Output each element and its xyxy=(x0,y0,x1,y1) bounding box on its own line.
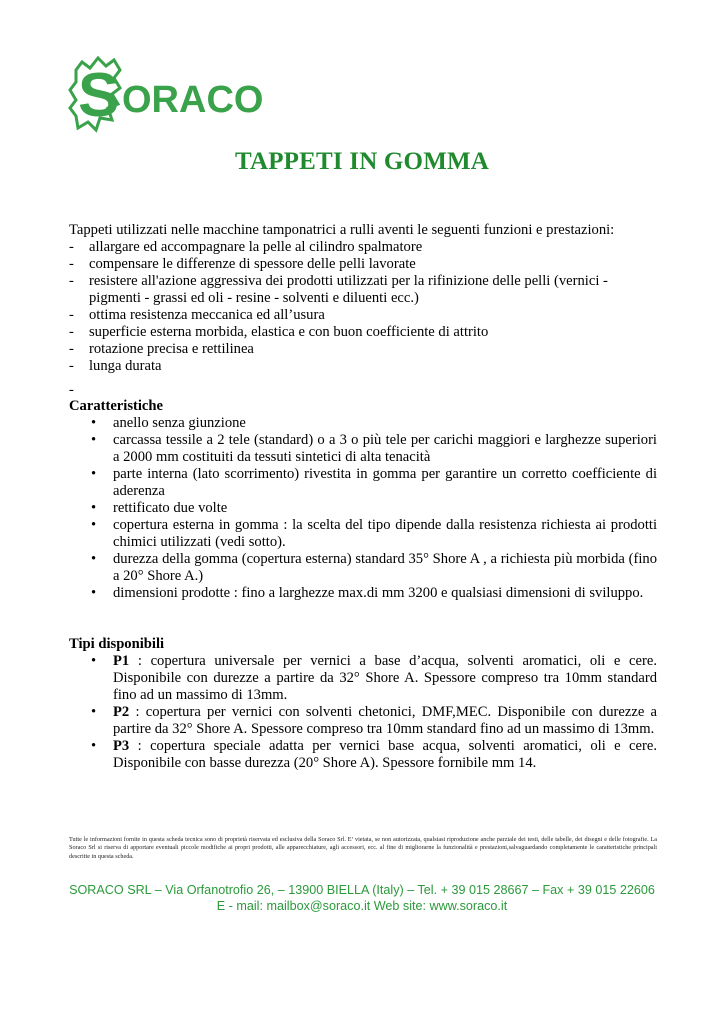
list-item: • parte interna (lato scorrimento) rivestita in gomma per garantire un corretto coefficiente di aderenza xyxy=(113,466,657,500)
list-item: - allargare ed accompagnare la pelle al cilindro spalmatore xyxy=(69,239,657,256)
page-title: TAPPETI IN GOMMA xyxy=(234,148,490,175)
legal-disclaimer: Tutte le informazioni fornite in questa scheda tecnica sono di proprietà riservata ed esclusiva della Soraco Srl. E’ vietata, se non autorizzata, qualsiasi riproduzione anche parziale dei testi, delle tabelle, dei disegni e delle fotografie. La Soraco Srl si riserva di apportare eventuali piccole modifiche ai propri prodotti, alle apparecchiature, agli accessori, ecc. al fine di migliorarne la funzionalità e prestazioni,salvaguardando completamente le caratteristiche principali descritte in questa scheda. xyxy=(69,836,657,860)
company-logo xyxy=(68,52,268,136)
list-item xyxy=(113,704,657,738)
type-description: : copertura per vernici con solventi chetonici, DMF,MEC. Disponibile con durezze a partire da 32° Shore A. Spessore compreso tra 10mm standard fino ad un massimo di 13mm. xyxy=(113,704,657,737)
type-code: P2 xyxy=(113,704,130,720)
footer-address: SORACO SRL – Via Orfanotrofio 26, – 13900 BIELLA (Italy) – Tel. + 39 015 28667 – Fax + 39 015 22606 xyxy=(69,883,655,897)
section-heading-tipi: Tipi disponibili xyxy=(69,636,165,652)
intro-text: Tappeti utilizzati nelle macchine tamponatrici a rulli aventi le seguenti funzioni e prestazioni: xyxy=(69,222,615,238)
type-description: : copertura universale per vernici a base d’acqua, solventi aromatici, oli e cere. Disponibile con durezze a partire da 32° Shore A. Spessore compreso tra 10mm standard fino ad un massimo di 13mm. xyxy=(113,653,657,703)
soraco-s-logo-icon xyxy=(68,52,268,136)
type-code: P3 xyxy=(113,738,130,754)
list-item: • durezza della gomma (copertura esterna) standard 35° Shore A , a richiesta più morbida (fino a 20° Shore A.) xyxy=(113,551,657,585)
list-item: - ottima resistenza meccanica ed all’usura xyxy=(69,307,657,324)
list-item: - resistere all'azione aggressiva dei prodotti utilizzati per la rifinizione delle pelli (vernici - pigmenti - grassi ed oli - resine - solventi e diluenti ecc.) xyxy=(69,273,657,307)
type-description: : copertura speciale adatta per vernici base acqua, solventi aromatici, oli e cere. Disponibile con basse durezza (20° Shore A). Spessore fornibile mm 14. xyxy=(113,738,657,771)
stray-dash: - xyxy=(69,382,74,398)
list-item: - lunga durata xyxy=(69,358,657,375)
company-footer xyxy=(0,882,724,914)
logo-wordmark: ORACO xyxy=(122,79,264,121)
functions-list xyxy=(69,239,657,375)
list-item: - superficie esterna morbida, elastica e con buon coefficiente di attrito xyxy=(69,324,657,341)
list-item: - compensare le differenze di spessore delle pelli lavorate xyxy=(69,256,657,273)
list-item xyxy=(113,653,657,704)
list-item: - rotazione precisa e rettilinea xyxy=(69,341,657,358)
document-body xyxy=(69,222,657,772)
list-item xyxy=(113,738,657,772)
footer-contacts: E - mail: mailbox@soraco.it Web site: www.soraco.it xyxy=(216,899,508,913)
features-list xyxy=(69,415,657,602)
list-item: • dimensioni prodotte : fino a larghezze max.di mm 3200 e qualsiasi dimensioni di sviluppo. xyxy=(113,585,657,602)
list-item: • copertura esterna in gomma : la scelta del tipo dipende dalla resistenza richiesta ai prodotti chimici utilizzati (vedi sotto). xyxy=(113,517,657,551)
list-item: • anello senza giunzione xyxy=(113,415,657,432)
section-heading-caratteristiche: Caratteristiche xyxy=(69,398,164,414)
list-item: • rettificato due volte xyxy=(113,500,657,517)
list-item: • carcassa tessile a 2 tele (standard) o a 3 o più tele per carichi maggiori e larghezze superiori a 2000 mm costituiti da tessuti sintetici di alta tenacità xyxy=(113,432,657,466)
types-list xyxy=(69,653,657,772)
svg-text:S: S xyxy=(78,61,120,130)
type-code: P1 xyxy=(113,653,130,669)
